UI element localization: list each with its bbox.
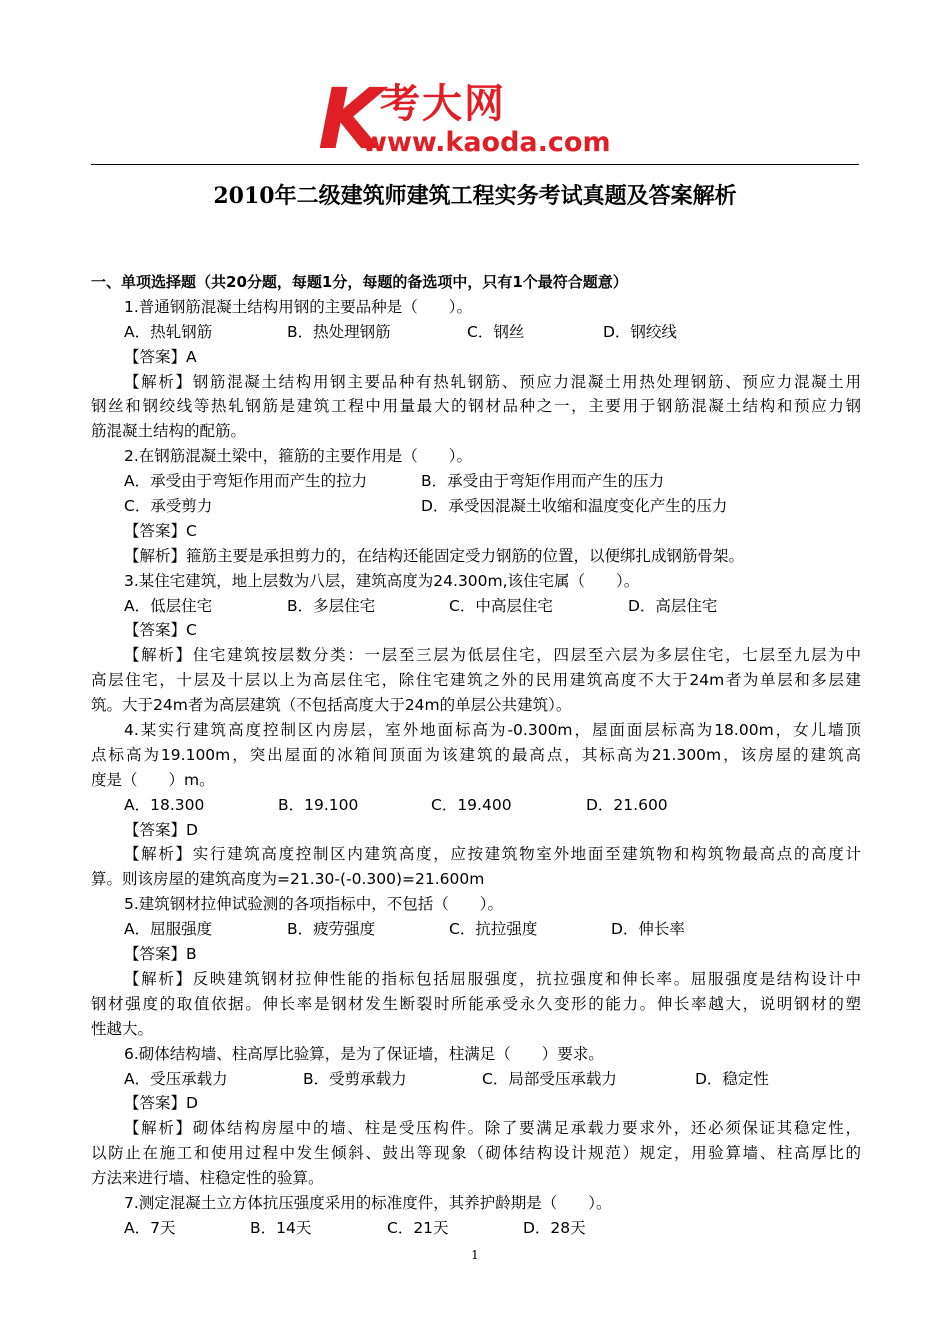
question-7-options xyxy=(91,1216,861,1241)
question-6-options xyxy=(91,1067,861,1092)
logo-k-mark: K xyxy=(318,70,384,168)
q7-option-b: B．14天 xyxy=(250,1218,312,1237)
q3-option-a: A．低层住宅 xyxy=(124,596,213,615)
question-7-stem: 7.测定混凝土立方体抗压强度采用的标准度件，其养护龄期是（ ）。 xyxy=(124,1193,612,1212)
question-1-stem: 1.普通钢筋混凝土结构用钢的主要品种是（ ）。 xyxy=(124,297,473,316)
q1-option-c: C．钢丝 xyxy=(467,322,525,341)
q6-option-a: A．受压承载力 xyxy=(124,1069,228,1088)
question-5-options xyxy=(91,917,861,942)
question-1-options xyxy=(91,320,861,345)
q6-option-c: C．局部受压承载力 xyxy=(482,1069,617,1088)
header-rule xyxy=(91,164,859,165)
q3-option-d: D．高层住宅 xyxy=(628,596,718,615)
q5-option-a: A．屈服强度 xyxy=(124,920,213,939)
q2-option-a: A．承受由于弯矩作用而产生的拉力 xyxy=(124,472,368,491)
page-title: 2010年二级建筑师建筑工程实务考试真题及答案解析 xyxy=(213,183,737,209)
q1-answer: 【答案】A xyxy=(124,347,197,366)
q4-option-a: A．18.300 xyxy=(124,795,205,814)
q2-option-b: B．承受由于弯矩作用而产生的压力 xyxy=(421,472,665,491)
document-body xyxy=(91,270,861,1241)
question-2-stem: 2.在钢筋混凝土梁中，箍筋的主要作用是（ ）。 xyxy=(124,447,473,466)
q4-answer: 【答案】D xyxy=(124,820,198,839)
q4-option-c: C．19.400 xyxy=(431,795,512,814)
q3-option-b: B．多层住宅 xyxy=(287,596,376,615)
q3-answer: 【答案】C xyxy=(124,621,197,640)
q6-answer: 【答案】D xyxy=(124,1094,198,1113)
q1-explanation-line-2: 钢丝和钢绞线等热轧钢筋是建筑工程中用量最大的钢材品种之一，主要用于钢筋混凝土结构和预应力钢 xyxy=(91,397,861,416)
question-4-stem-line-3: 度是（ ）m。 xyxy=(91,770,215,789)
q4-option-d: D．21.600 xyxy=(586,795,668,814)
q2-option-c: C．承受剪力 xyxy=(124,497,213,516)
q7-option-d: D．28天 xyxy=(523,1218,586,1237)
q5-answer: 【答案】B xyxy=(124,945,197,964)
q5-explanation-line-2: 钢材强度的取值依据。伸长率是钢材发生断裂时所能承受永久变形的能力。伸长率越大，说明钢材的塑 xyxy=(91,994,861,1013)
q4-option-b: B．19.100 xyxy=(278,795,359,814)
question-5-stem: 5.建筑钢材拉伸试验测的各项指标中，不包括（ ）。 xyxy=(124,895,504,914)
q5-option-c: C．抗拉强度 xyxy=(449,920,538,939)
q1-explanation-line-3: 筋混凝土结构的配筋。 xyxy=(91,422,247,441)
q2-explanation-line-1: 【解析】箍筋主要是承担剪力的，在结构还能固定受力钢筋的位置，以便绑扎成钢筋骨架。 xyxy=(124,546,745,565)
q6-option-d: D．稳定性 xyxy=(695,1069,769,1088)
logo-url: www.kaoda.com xyxy=(362,127,611,158)
question-2-options-row-2 xyxy=(91,494,861,519)
q3-explanation-line-2: 高层住宅，十层及十层以上为高层住宅，除住宅建筑之外的民用建筑高度不大于24m者为单层和多层建 xyxy=(91,671,861,690)
q7-option-a: A．7天 xyxy=(124,1218,176,1237)
question-2-options-row-1 xyxy=(91,469,861,494)
q1-option-d: D．钢绞线 xyxy=(603,322,677,341)
q4-explanation-line-2: 算。则该房屋的建筑高度为=21.30-(-0.300)=21.600m xyxy=(91,870,485,889)
q3-option-c: C．中高层住宅 xyxy=(449,596,553,615)
q1-explanation-line-1: 【解析】钢筋混凝土结构用钢主要品种有热轧钢筋、预应力混凝土用热处理钢筋、预应力混凝土用 xyxy=(124,372,861,391)
q5-option-d: D．伸长率 xyxy=(611,920,685,939)
q2-answer: 【答案】C xyxy=(124,521,197,540)
q5-option-b: B．疲劳强度 xyxy=(287,920,376,939)
section-heading: 一、单项选择题（共20分题，每题1分，每题的备选项中，只有1个最符合题意） xyxy=(91,273,628,291)
q6-explanation-line-2: 以防止在施工和使用过程中发生倾斜、鼓出等现象（砌体结构设计规范）规定，用验算墙、柱高厚比的 xyxy=(91,1144,861,1163)
question-6-stem: 6.砌体结构墙、柱高厚比验算，是为了保证墙，柱满足（ ）要求。 xyxy=(124,1044,604,1063)
q2-option-d: D．承受因混凝土收缩和温度变化产生的压力 xyxy=(421,497,728,516)
question-3-stem: 3.某住宅建筑，地上层数为八层，建筑高度为24.300m,该住宅属（ ）。 xyxy=(124,571,640,590)
q7-option-c: C．21天 xyxy=(387,1218,449,1237)
q5-explanation-line-1: 【解析】反映建筑钢材拉伸性能的指标包括屈服强度，抗拉强度和伸长率。屈服强度是结构设计中 xyxy=(124,969,861,988)
q3-explanation-line-1: 【解析】住宅建筑按层数分类：一层至三层为低层住宅，四层至六层为多层住宅，七层至九层为中 xyxy=(124,646,861,665)
q6-option-b: B．受剪承载力 xyxy=(303,1069,407,1088)
logo-chinese-name: 考大网 xyxy=(380,81,506,127)
page-number: 1 xyxy=(471,1248,479,1262)
q1-option-a: A．热轧钢筋 xyxy=(124,322,213,341)
q5-explanation-line-3: 性越大。 xyxy=(91,1019,154,1038)
question-4-stem-line-2: 点标高为19.100m，突出屋面的冰箱间顶面为该建筑的最高点，其标高为21.300m，该房屋的建筑高 xyxy=(91,745,861,764)
question-4-stem-line-1: 4.某实行建筑高度控制区内房层，室外地面标高为-0.300m，屋面面层标高为18.00m，女儿墙顶 xyxy=(124,721,861,740)
question-4-options xyxy=(91,793,861,818)
question-3-options xyxy=(91,594,861,619)
kaoda-logo xyxy=(318,70,638,168)
q1-option-b: B．热处理钢筋 xyxy=(287,322,391,341)
q3-explanation-line-3: 筑。大于24m者为高层建筑（不包括高度大于24m的单层公共建筑）。 xyxy=(91,696,572,715)
q6-explanation-line-3: 方法来进行墙、柱稳定性的验算。 xyxy=(91,1169,324,1188)
q6-explanation-line-1: 【解析】砌体结构房屋中的墙、柱是受压构件。除了要满足承载力要求外，还必须保证其稳定性， xyxy=(124,1119,861,1138)
q4-explanation-line-1: 【解析】实行建筑高度控制区内建筑高度，应按建筑物室外地面至建筑物和构筑物最高点的高度计 xyxy=(124,845,861,864)
